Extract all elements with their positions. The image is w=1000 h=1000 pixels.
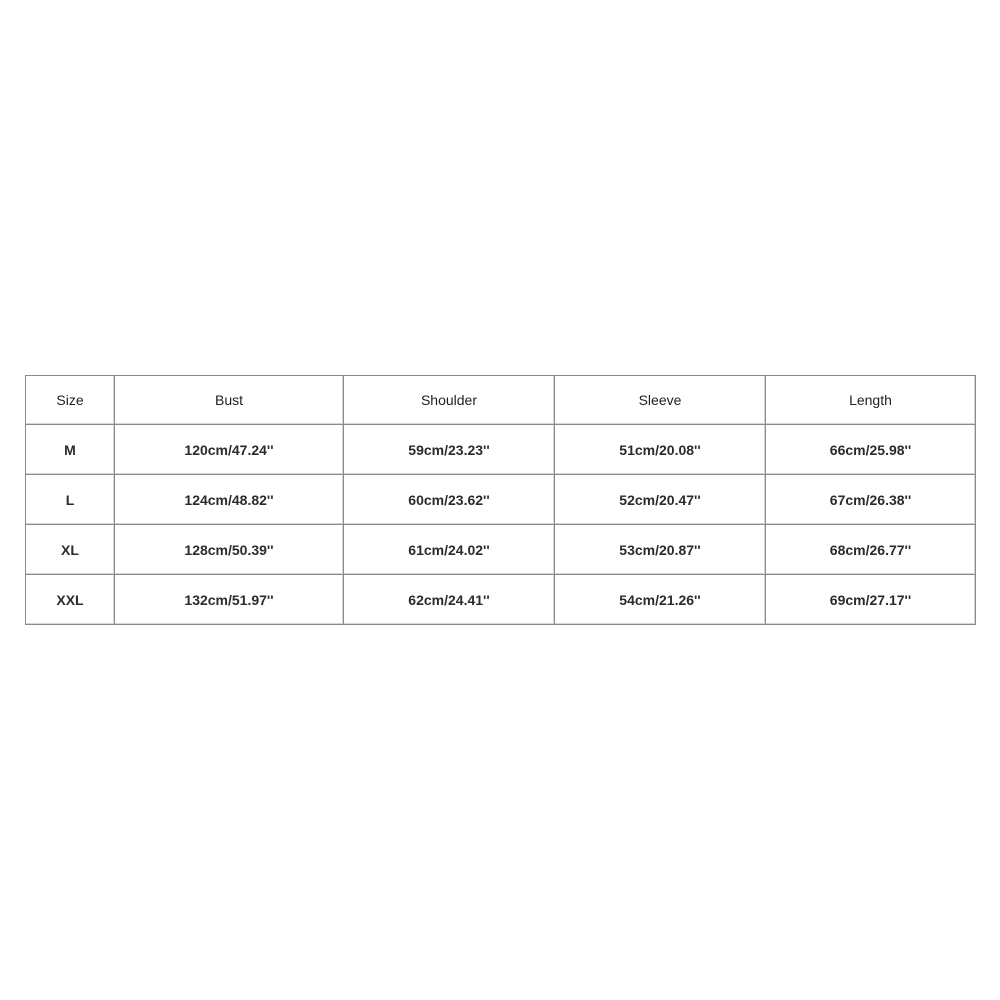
header-row <box>26 376 976 425</box>
table-row <box>26 575 976 625</box>
header-size: Size <box>26 376 115 425</box>
cell-length: 68cm/26.77'' <box>766 525 976 575</box>
table-row <box>26 525 976 575</box>
cell-bust: 128cm/50.39'' <box>115 525 344 575</box>
cell-shoulder: 59cm/23.23'' <box>344 425 555 475</box>
cell-size: XL <box>26 525 115 575</box>
size-chart-table <box>25 375 976 625</box>
cell-size: L <box>26 475 115 525</box>
cell-bust: 132cm/51.97'' <box>115 575 344 625</box>
table-row <box>26 475 976 525</box>
cell-sleeve: 51cm/20.08'' <box>555 425 766 475</box>
header-sleeve: Sleeve <box>555 376 766 425</box>
cell-shoulder: 61cm/24.02'' <box>344 525 555 575</box>
cell-length: 67cm/26.38'' <box>766 475 976 525</box>
cell-sleeve: 52cm/20.47'' <box>555 475 766 525</box>
cell-shoulder: 60cm/23.62'' <box>344 475 555 525</box>
cell-shoulder: 62cm/24.41'' <box>344 575 555 625</box>
cell-length: 66cm/25.98'' <box>766 425 976 475</box>
cell-sleeve: 54cm/21.26'' <box>555 575 766 625</box>
header-length: Length <box>766 376 976 425</box>
cell-bust: 120cm/47.24'' <box>115 425 344 475</box>
header-bust: Bust <box>115 376 344 425</box>
cell-size: XXL <box>26 575 115 625</box>
cell-length: 69cm/27.17'' <box>766 575 976 625</box>
cell-bust: 124cm/48.82'' <box>115 475 344 525</box>
header-shoulder: Shoulder <box>344 376 555 425</box>
cell-size: M <box>26 425 115 475</box>
cell-sleeve: 53cm/20.87'' <box>555 525 766 575</box>
table-row <box>26 425 976 475</box>
